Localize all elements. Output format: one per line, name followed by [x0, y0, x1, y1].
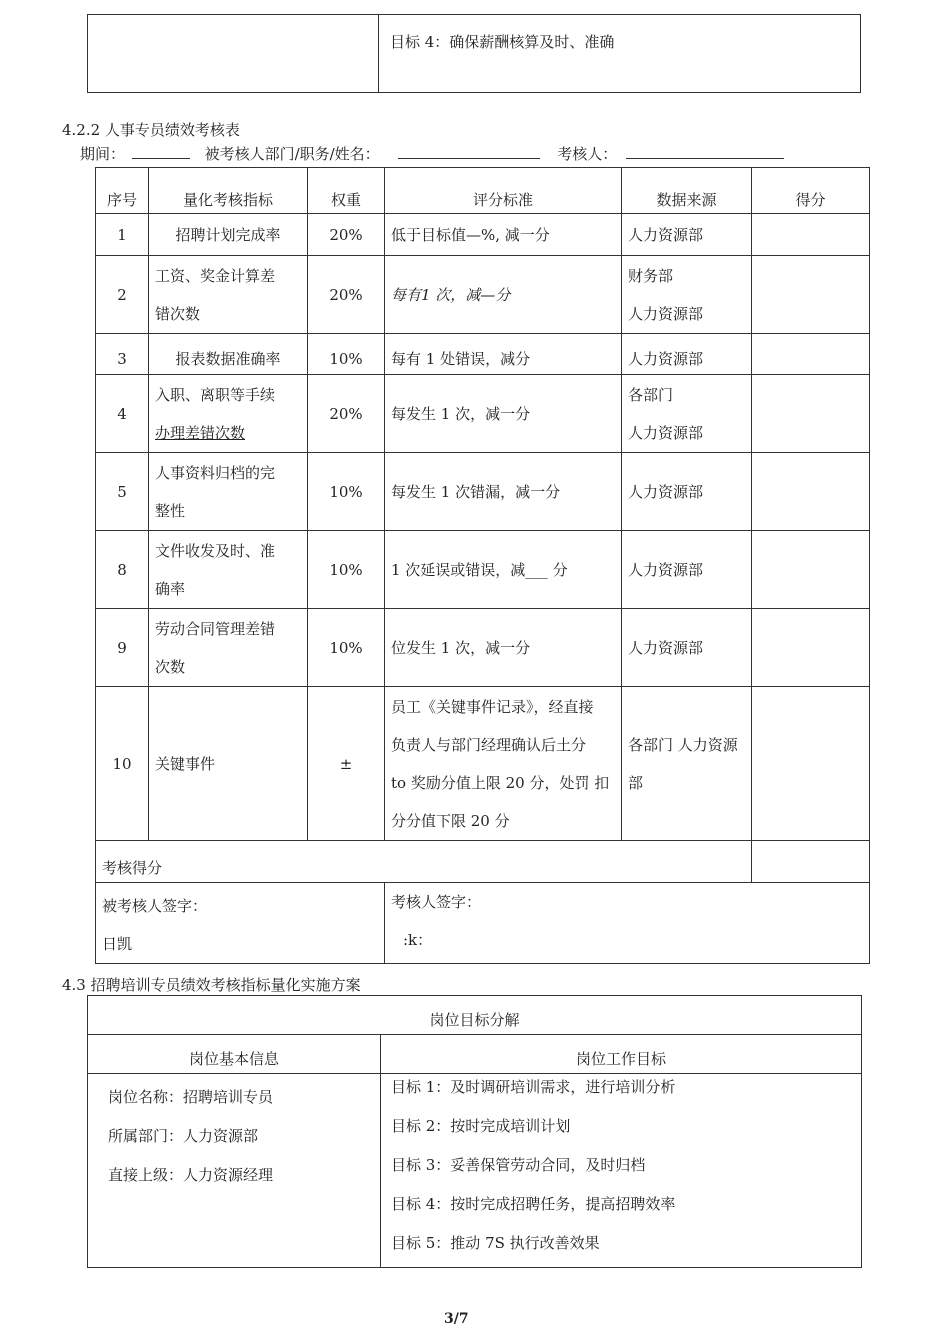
row-source-line: 人力资源部	[628, 423, 704, 442]
header-criteria: 评分标准	[385, 168, 622, 214]
row-weight: 10%	[308, 609, 385, 687]
row-indicator	[149, 453, 308, 531]
table-row	[96, 375, 870, 453]
score-total-row	[96, 841, 870, 883]
row-criteria: 低于目标值—%, 减一分	[385, 214, 622, 256]
row-no: 2	[96, 256, 149, 334]
row-score	[752, 687, 870, 841]
table-row	[96, 687, 870, 841]
row-source-line: 部	[628, 773, 644, 792]
row-source	[622, 687, 752, 841]
assessee-blank	[398, 144, 540, 159]
assessee-signature-label: 被考核人签字：	[102, 897, 208, 915]
signature-row	[96, 883, 870, 964]
goal-table-right-header: 岗位工作目标	[381, 1035, 862, 1074]
row-indicator	[149, 609, 308, 687]
goal-table-left-header: 岗位基本信息	[88, 1035, 381, 1074]
row-score	[752, 531, 870, 609]
table-row	[96, 256, 870, 334]
assessor-signature-label: 考核人签字：	[391, 893, 482, 911]
score-total-label: 考核得分	[96, 841, 752, 883]
row-source: 人力资源部	[622, 609, 752, 687]
row-source-line: 各部门	[628, 385, 674, 404]
row-indicator-line: 人事资料归档的完	[155, 463, 276, 482]
row-indicator-line: 错次数	[155, 304, 201, 323]
top-table	[87, 14, 861, 93]
row-indicator-line: 次数	[155, 657, 186, 676]
row-criteria-line: to 奖励分值上限 20 分，处罚 扣	[391, 773, 610, 792]
score-total-value	[752, 841, 870, 883]
row-indicator: 关键事件	[149, 687, 308, 841]
assessor-signature-name: :k：	[403, 931, 433, 949]
row-weight: ±	[308, 687, 385, 841]
kpi-table	[95, 167, 870, 964]
row-no: 10	[96, 687, 149, 841]
row-source: 人力资源部	[622, 214, 752, 256]
table-row	[96, 453, 870, 531]
row-no: 9	[96, 609, 149, 687]
position-name: 岗位名称：招聘培训专员	[108, 1088, 274, 1106]
row-indicator	[149, 531, 308, 609]
table-row	[96, 214, 870, 256]
row-weight: 10%	[308, 453, 385, 531]
row-criteria: 每发生 1 次错漏，减一分	[385, 453, 622, 531]
row-no: 5	[96, 453, 149, 531]
row-criteria-text: 每有1 次，减—分	[391, 285, 511, 304]
period-blank	[132, 144, 190, 159]
section-heading-43: 4.3 招聘培训专员绩效考核指标量化实施方案	[62, 976, 361, 994]
row-indicator-line: 整性	[155, 501, 186, 520]
row-criteria: 位发生 1 次，减一分	[385, 609, 622, 687]
row-criteria	[385, 687, 622, 841]
goal-item: 目标 3：妥善保管劳动合同，及时归档	[391, 1156, 646, 1174]
header-no: 序号	[96, 168, 149, 214]
position-goals	[381, 1074, 862, 1268]
goal-table-body-row	[88, 1074, 862, 1268]
section-heading-422: 4.2.2 人事专员绩效考核表	[62, 121, 240, 139]
goal-table-title: 岗位目标分解	[88, 996, 862, 1035]
assessor-signature	[385, 883, 870, 964]
row-no: 8	[96, 531, 149, 609]
row-criteria	[385, 256, 622, 334]
row-no: 1	[96, 214, 149, 256]
row-indicator	[149, 375, 308, 453]
row-indicator: 报表数据准确率	[149, 334, 308, 375]
header-indicator: 量化考核指标	[149, 168, 308, 214]
goal-item: 目标 4：按时完成招聘任务，提高招聘效率	[391, 1195, 676, 1213]
row-indicator	[149, 256, 308, 334]
row-source: 人力资源部	[622, 334, 752, 375]
assessee-signature	[96, 883, 385, 964]
row-score	[752, 334, 870, 375]
row-weight: 20%	[308, 214, 385, 256]
row-source-line: 各部门 人力资源	[628, 735, 738, 754]
period-line	[80, 143, 784, 164]
goal-item: 目标 5：推动 7S 执行改善效果	[391, 1234, 600, 1252]
kpi-header-row	[96, 168, 870, 214]
assessee-label: 被考核人部门/职务/姓名：	[204, 145, 380, 163]
table-row	[96, 531, 870, 609]
row-weight: 10%	[308, 334, 385, 375]
assessor-label: 考核人：	[557, 145, 618, 163]
row-criteria: 每有 1 处错误，减分	[385, 334, 622, 375]
row-criteria-line: 分分值下限 20 分	[391, 811, 510, 830]
row-score	[752, 256, 870, 334]
row-criteria: 每发生 1 次，减一分	[385, 375, 622, 453]
top-table-divider	[378, 15, 379, 92]
goal-item: 目标 2：按时完成培训计划	[391, 1117, 571, 1135]
header-source: 数据来源	[622, 168, 752, 214]
row-indicator-line: 入职、离职等手续	[155, 385, 276, 404]
position-info	[88, 1074, 381, 1268]
position-department: 所属部门：人力资源部	[108, 1127, 259, 1145]
row-no: 4	[96, 375, 149, 453]
row-source	[622, 256, 752, 334]
assessee-signature-name: 日凯	[102, 935, 133, 953]
header-score: 得分	[752, 168, 870, 214]
row-indicator-line: 办理差错次数	[155, 423, 246, 442]
row-weight: 20%	[308, 375, 385, 453]
row-source-line: 财务部	[628, 266, 674, 285]
row-indicator: 招聘计划完成率	[149, 214, 308, 256]
row-source: 人力资源部	[622, 453, 752, 531]
period-label: 期间：	[80, 145, 126, 163]
row-score	[752, 375, 870, 453]
row-criteria-line: 员工《关键事件记录》，经直接	[391, 697, 594, 716]
row-score	[752, 214, 870, 256]
row-criteria: 1 次延误或错误，减___ 分	[385, 531, 622, 609]
row-no: 3	[96, 334, 149, 375]
goal-table-title-row	[88, 996, 862, 1035]
row-criteria-line: 负责人与部门经理确认后土分	[391, 735, 587, 754]
row-source: 人力资源部	[622, 531, 752, 609]
table-row	[96, 609, 870, 687]
header-weight: 权重	[308, 168, 385, 214]
row-indicator-line: 劳动合同管理差错	[155, 619, 276, 638]
goal-item: 目标 1：及时调研培训需求，进行培训分析	[391, 1078, 676, 1096]
row-score	[752, 453, 870, 531]
table-row	[96, 334, 870, 375]
row-score	[752, 609, 870, 687]
row-indicator-line: 文件收发及时、准	[155, 541, 276, 560]
page-number: 3/7	[444, 1311, 469, 1327]
row-indicator-line: 确率	[155, 579, 186, 598]
row-weight: 10%	[308, 531, 385, 609]
row-weight: 20%	[308, 256, 385, 334]
row-source	[622, 375, 752, 453]
position-supervisor: 直接上级：人力资源经理	[108, 1166, 274, 1184]
top-table-goal4: 目标 4：确保薪酬核算及时、准确	[390, 33, 615, 51]
goal-table	[87, 995, 862, 1268]
row-indicator-line: 工资、奖金计算差	[155, 266, 276, 285]
row-source-line: 人力资源部	[628, 304, 704, 323]
assessor-blank	[626, 144, 784, 159]
